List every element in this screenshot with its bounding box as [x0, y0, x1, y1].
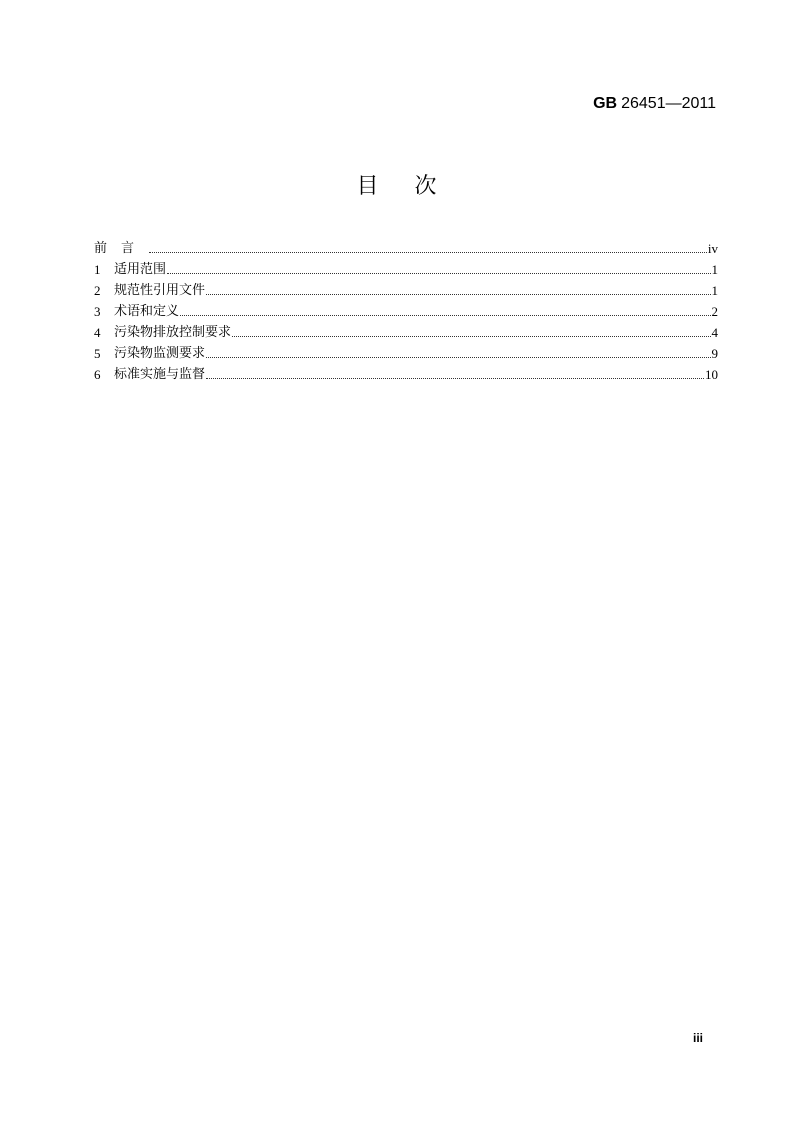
toc-entry-implementation[interactable]	[94, 362, 718, 383]
toc-entry-monitoring[interactable]	[94, 341, 718, 362]
toc-entry-number: 5	[94, 346, 101, 361]
toc-entry-label: 前言	[94, 241, 149, 256]
toc-entry-page: 1	[711, 283, 718, 298]
toc-entry-number: 6	[94, 367, 101, 382]
toc-entry-page: 1	[711, 262, 718, 277]
dot-leader	[206, 378, 704, 379]
table-of-contents	[94, 236, 718, 383]
dot-leader	[232, 336, 710, 337]
toc-entry-label: 适用范围	[114, 262, 167, 277]
toc-entry-page: 10	[705, 367, 718, 382]
toc-title: 目次	[356, 174, 473, 199]
dot-leader	[180, 315, 710, 316]
toc-entry-page: 4	[711, 325, 718, 340]
toc-entry-number: 4	[94, 325, 101, 340]
toc-entry-label: 污染物排放控制要求	[114, 325, 232, 340]
dot-leader	[167, 273, 710, 274]
toc-entry-number: 2	[94, 283, 101, 298]
toc-entry-label: 术语和定义	[114, 304, 180, 319]
toc-entry-foreword[interactable]	[94, 236, 718, 257]
toc-entry-label: 规范性引用文件	[114, 283, 206, 298]
standard-prefix: GB	[593, 95, 618, 112]
toc-entry-number: 3	[94, 304, 101, 319]
dot-leader	[149, 252, 707, 253]
toc-entry-emission-control[interactable]	[94, 320, 718, 341]
toc-entry-label: 污染物监测要求	[114, 346, 206, 361]
page-number: iii	[692, 1031, 703, 1045]
toc-entry-page: iv	[707, 241, 718, 256]
dot-leader	[206, 294, 710, 295]
toc-entry-terms-definitions[interactable]	[94, 299, 718, 320]
standard-number: 26451—2011	[621, 95, 716, 112]
dot-leader	[206, 357, 710, 358]
toc-entry-scope[interactable]	[94, 257, 718, 278]
toc-entry-label: 标准实施与监督	[114, 367, 206, 382]
toc-entry-normative-references[interactable]	[94, 278, 718, 299]
toc-entry-page: 2	[711, 304, 718, 319]
toc-entry-number: 1	[94, 262, 101, 277]
standard-code	[593, 94, 716, 114]
toc-entry-page: 9	[711, 346, 718, 361]
